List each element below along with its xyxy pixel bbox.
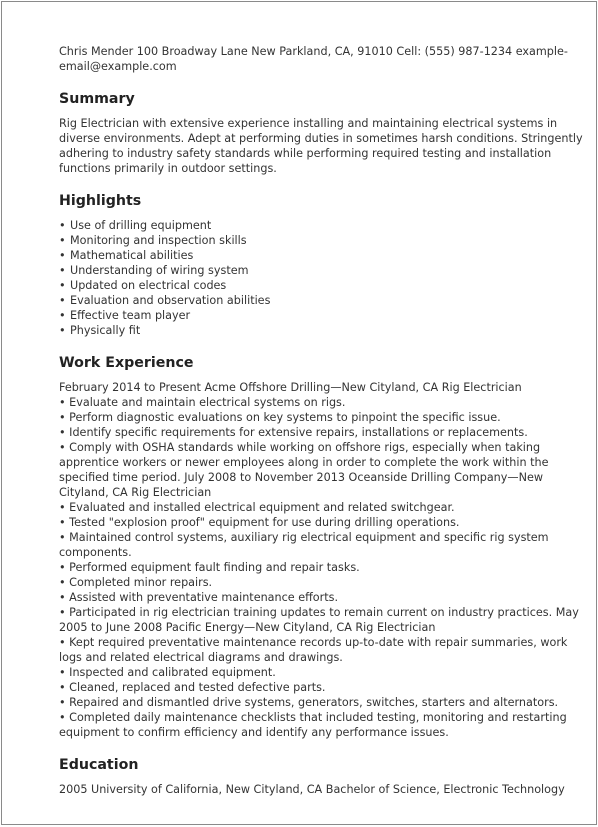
experience-line: • Completed minor repairs. — [59, 576, 213, 589]
experience-line: • Comply with OSHA standards while working on offshore rigs, especially when taking apprentice workers or newer employees along in order to complete the work within the specified time period. July 2008 to November 2013 Oceanside Drilling Company—New Cityland, CA Rig Electrician — [59, 441, 549, 499]
contact-info: Chris Mender 100 Broadway Lane New Parkland, CA, 91010 Cell: (555) 987-1234 example-email@example.com — [59, 45, 568, 73]
experience-line: • Evaluate and maintain electrical systems on rigs. — [59, 396, 346, 409]
experience-line: • Identify specific requirements for extensive repairs, installations or replacements. — [59, 426, 528, 439]
resume-content — [59, 44, 586, 797]
experience-list — [59, 380, 586, 740]
experience-line: • Performed equipment fault finding and repair tasks. — [59, 561, 360, 574]
experience-line: • Assisted with preventative maintenance efforts. — [59, 591, 339, 604]
resume-page — [1, 1, 597, 825]
highlights-list — [59, 218, 586, 338]
highlight-item: • Effective team player — [59, 308, 586, 323]
experience-line: • Repaired and dismantled drive systems, generators, switches, starters and alternators. — [59, 696, 559, 709]
experience-line: • Inspected and calibrated equipment. — [59, 666, 276, 679]
education-text: 2005 University of California, New Cityland, CA Bachelor of Science, Electronic Technology — [59, 783, 565, 796]
experience-line: February 2014 to Present Acme Offshore Drilling—New Cityland, CA Rig Electrician — [59, 381, 522, 394]
education-heading: Education — [59, 757, 139, 773]
highlight-item: • Updated on electrical codes — [59, 278, 586, 293]
experience-line: • Maintained control systems, auxiliary rig electrical equipment and specific rig system components. — [59, 531, 549, 559]
experience-line: • Kept required preventative maintenance records up-to-date with repair summaries, work logs and related electrical diagrams and drawings. — [59, 636, 568, 664]
experience-line: • Tested "explosion proof" equipment for use during drilling operations. — [59, 516, 460, 529]
highlight-item: • Monitoring and inspection skills — [59, 233, 586, 248]
experience-heading: Work Experience — [59, 355, 194, 371]
experience-line: • Perform diagnostic evaluations on key systems to pinpoint the specific issue. — [59, 411, 501, 424]
highlight-item: • Use of drilling equipment — [59, 218, 586, 233]
summary-text: Rig Electrician with extensive experience installing and maintaining electrical systems in diverse environments. Adept at performing duties in sometimes harsh conditions. Stringently adhering to industry safety standards while performing required testing and installation functions primarily in outdoor settings. — [59, 117, 583, 175]
highlight-item: • Mathematical abilities — [59, 248, 586, 263]
experience-line: • Completed daily maintenance checklists that included testing, monitoring and restarting equipment to confirm efficiency and identify any performance issues. — [59, 711, 567, 739]
highlights-heading: Highlights — [59, 193, 142, 209]
experience-line: • Participated in rig electrician training updates to remain current on industry practices. May 2005 to June 2008 Pacific Energy—New Cityland, CA Rig Electrician — [59, 606, 579, 634]
experience-line: • Evaluated and installed electrical equipment and related switchgear. — [59, 501, 455, 514]
highlight-item: • Evaluation and observation abilities — [59, 293, 586, 308]
highlight-item: • Understanding of wiring system — [59, 263, 586, 278]
highlight-item: • Physically fit — [59, 323, 586, 338]
experience-line: • Cleaned, replaced and tested defective parts. — [59, 681, 326, 694]
summary-heading: Summary — [59, 91, 135, 107]
